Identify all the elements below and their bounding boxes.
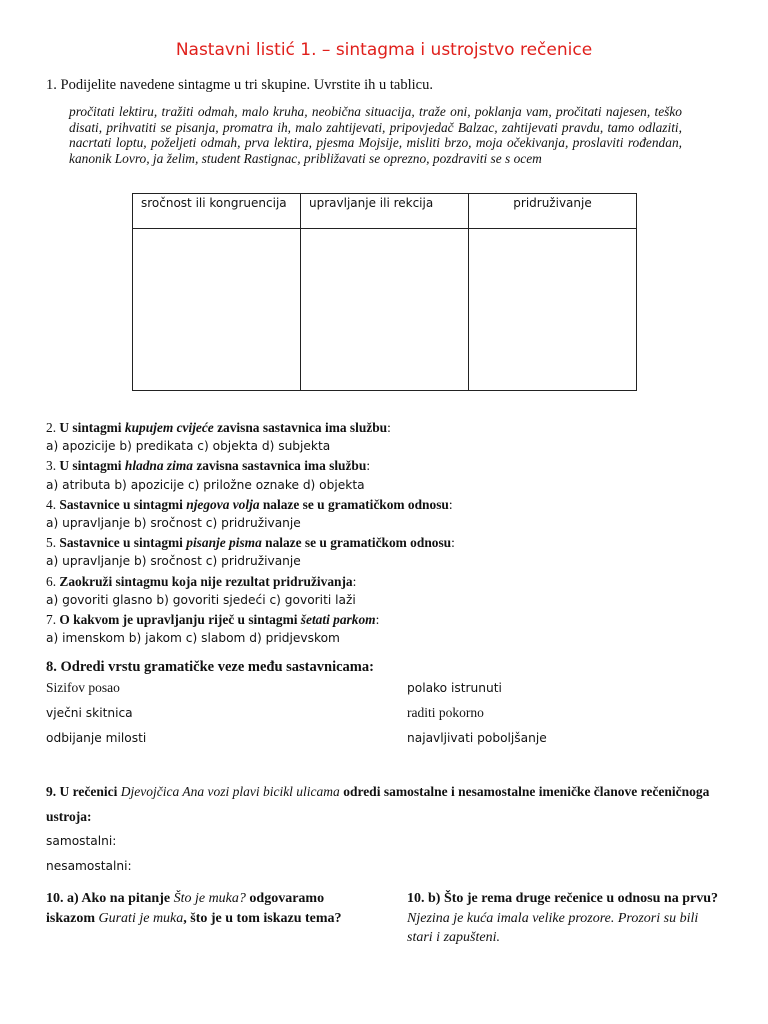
question-10a: 10. a) Ako na pitanje Što je muka? odgovaramo iskazom Gurati je muka, što je u tom iskazu tema? [46,891,342,926]
pair-right-2: raditi pokorno [407,705,484,720]
table-cell-government[interactable] [301,229,469,391]
multiple-choice-questions [46,418,455,648]
table-cell-adjunction[interactable] [469,229,637,391]
table-cell-agreement[interactable] [133,229,301,391]
pair-right-3: najavljivati poboljšanje [407,731,547,745]
question-2: 2. U sintagmi kupujem cvijeće zavisna sastavnica ima službu: [46,420,391,435]
question-4: 4. Sastavnice u sintagmi njegova volja nalaze se u gramatičkom odnosu: [46,496,453,512]
question-4-answers[interactable]: a) upravljanje b) sročnost c) pridruživanje [46,515,301,530]
question-10b [407,889,727,948]
question-5-answers[interactable]: a) upravljanje b) sročnost c) pridruživanje [46,554,301,569]
question-8-label: 8. Odredi vrstu gramatičke veze među sastavnicama: [46,659,374,675]
question-7-answers[interactable]: a) imenskom b) jakom c) slabom d) pridjevskom [46,631,340,646]
pair-left-2: vječni skitnica [46,706,133,720]
question-2-answers[interactable]: a) apozicije b) predikata c) objekta d) subjekta [46,439,331,454]
question-10b-text: Njezina je kuća imala velike prozore. Prozori su bili stari i zapušteni. [407,910,699,945]
sorting-table [132,193,637,391]
question-7: 7. O kakvom je upravljanju riječ u sintagmi šetati parkom: [46,611,380,627]
table-header-government: upravljanje ili rekcija [301,194,469,229]
question-5: 5. Sastavnice u sintagmi pisanje pisma nalaze se u gramatičkom odnosu: [46,535,455,551]
question-9 [46,779,736,879]
phrase-list: pročitati lektiru, tražiti odmah, malo kruha, neobična situacija, traže oni, poklanja vam, pročitati najesen, teško disati, prihvatiti se pisanja, promatra ih, malo zahtijevati, pripovjedač Balzac, zahtijevati pravdu, tamo odlaziti, nacrtati loptu, poželjeti odmah, prva lektira, pjesma Mojsije, misliti brzo, moja očekivanja, proslaviti rođendan, kanonik Lovro, ja želim, student Rastignac, približavati se oprezno, pozdraviti se s ocem [69,104,682,166]
answer-nesamostalni[interactable]: nesamostalni: [46,859,132,873]
question-3: 3. U sintagmi hladna zima zavisna sastavnica ima službu: [46,458,371,474]
question-10b-label: 10. b) Što je rema druge rečenice u odnosu na prvu? [407,891,718,906]
question-6: 6. Zaokruži sintagmu koja nije rezultat pridruživanja: [46,573,357,589]
pair-left-1: Sizifov posao [46,680,120,695]
question-6-answers[interactable]: a) govoriti glasno b) govoriti sjedeći c) govoriti laži [46,592,356,607]
question-3-answers[interactable]: a) atributa b) apozicije c) priložne oznake d) objekta [46,477,365,492]
pair-left-3: odbijanje milosti [46,731,147,745]
answer-samostalni[interactable]: samostalni: [46,834,117,848]
question-1-label: 1. Podijelite navedene sintagme u tri skupine. Uvrstite ih u tablicu. [46,77,433,93]
question-9-prompt: 9. U rečenici Djevojčica Ana vozi plavi bicikl ulicama odredi samostalne i nesamostalne imeničke članove rečeničnoga ustroja: [46,784,710,824]
pair-right-1: polako istrunuti [407,681,502,695]
table-header-agreement: sročnost ili kongruencija [133,194,301,229]
table-header-adjunction: pridruživanje [469,194,637,229]
worksheet-title: Nastavni listić 1. – sintagma i ustrojstvo rečenice [175,40,593,60]
